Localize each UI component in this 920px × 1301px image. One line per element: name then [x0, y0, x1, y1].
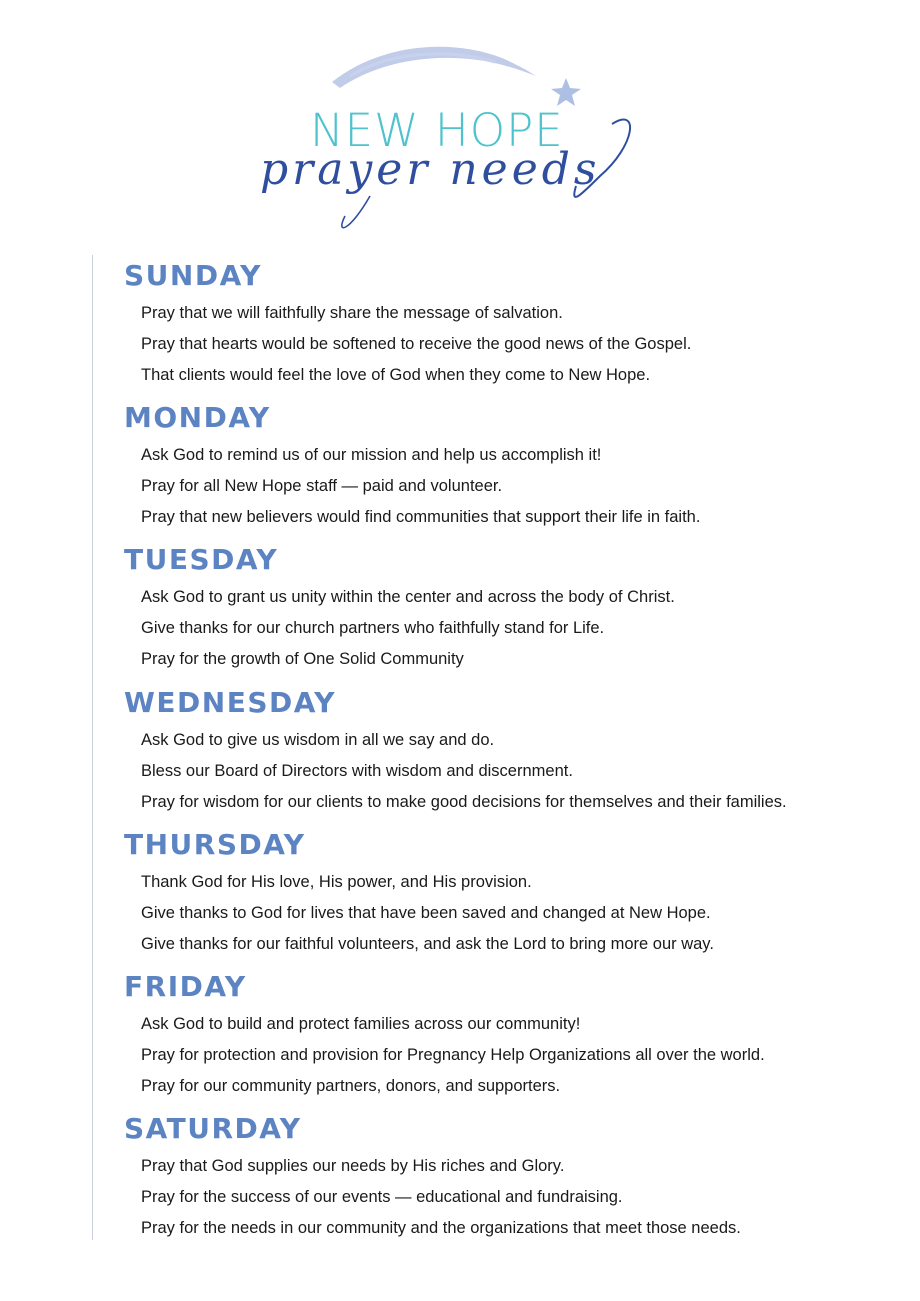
- prayer-item: Ask God to grant us unity within the center and across the body of Christ.: [141, 588, 675, 607]
- prayer-item: Give thanks for our church partners who faithfully stand for Life.: [141, 619, 605, 638]
- prayer-items: [124, 867, 884, 960]
- prayer-item: Bless our Board of Directors with wisdom and discernment.: [141, 761, 573, 780]
- day-heading: SUNDAY: [124, 259, 262, 292]
- day-heading: SATURDAY: [124, 1112, 302, 1146]
- prayer-items: [124, 298, 884, 391]
- prayer-item: Pray that God supplies our needs by His riches and Glory.: [141, 1157, 565, 1176]
- prayer-items: [124, 725, 884, 818]
- prayer-item: Ask God to give us wisdom in all we say and do.: [141, 730, 495, 749]
- prayer-items: [124, 582, 884, 675]
- day-saturday: [124, 1107, 884, 1249]
- prayer-item: Give thanks to God for lives that have been saved and changed at New Hope.: [141, 903, 711, 922]
- prayer-item: Pray for the needs in our community and the organizations that meet those needs.: [141, 1219, 741, 1238]
- prayer-item: Pray for the success of our events — educational and fundraising.: [141, 1188, 623, 1207]
- prayer-item: Thank God for His love, His power, and His provision.: [141, 872, 532, 891]
- prayer-item: Pray for protection and provision for Pregnancy Help Organizations all over the world.: [141, 1045, 765, 1064]
- prayer-item: Ask God to remind us of our mission and help us accomplish it!: [141, 446, 602, 465]
- prayer-item: Pray for all New Hope staff — paid and volunteer.: [141, 477, 503, 496]
- star-icon: [551, 78, 581, 106]
- prayer-item: Ask God to build and protect families across our community!: [141, 1014, 581, 1033]
- days-list: [124, 254, 884, 1249]
- prayer-item: Pray for wisdom for our clients to make good decisions for themselves and their families.: [141, 792, 787, 811]
- left-divider: [92, 255, 93, 1240]
- prayer-item: Pray for the growth of One Solid Community: [141, 650, 464, 669]
- prayer-item: Pray that hearts would be softened to receive the good news of the Gospel.: [141, 335, 692, 353]
- prayer-item: That clients would feel the love of God when they come to New Hope.: [141, 366, 651, 384]
- day-friday: [124, 965, 884, 1107]
- day-heading: WEDNESDAY: [124, 685, 336, 719]
- day-thursday: [124, 823, 884, 965]
- prayer-item: Pray that new believers would find communities that support their life in faith.: [141, 508, 701, 527]
- prayer-item: Pray that we will faithfully share the message of salvation.: [141, 304, 563, 322]
- day-monday: [124, 396, 884, 538]
- day-wednesday: [124, 681, 884, 823]
- logo-title: NEW HOPE: [310, 104, 564, 157]
- prayer-item: Pray for our community partners, donors, and supporters.: [141, 1076, 561, 1095]
- logo-subtitle: prayer needs: [260, 144, 601, 195]
- day-heading: THURSDAY: [124, 827, 306, 861]
- descender-flourish: [342, 196, 370, 228]
- day-tuesday: [124, 538, 884, 680]
- day-heading: TUESDAY: [124, 543, 279, 577]
- prayer-items: [124, 1009, 884, 1102]
- day-heading: MONDAY: [124, 401, 271, 435]
- day-heading: FRIDAY: [124, 969, 247, 1003]
- prayer-item: Give thanks for our faithful volunteers, and ask the Lord to bring more our way.: [141, 934, 714, 953]
- prayer-items: [124, 440, 884, 533]
- day-sunday: [124, 254, 884, 396]
- prayer-items: [124, 1151, 884, 1244]
- new-hope-logo: [240, 36, 660, 236]
